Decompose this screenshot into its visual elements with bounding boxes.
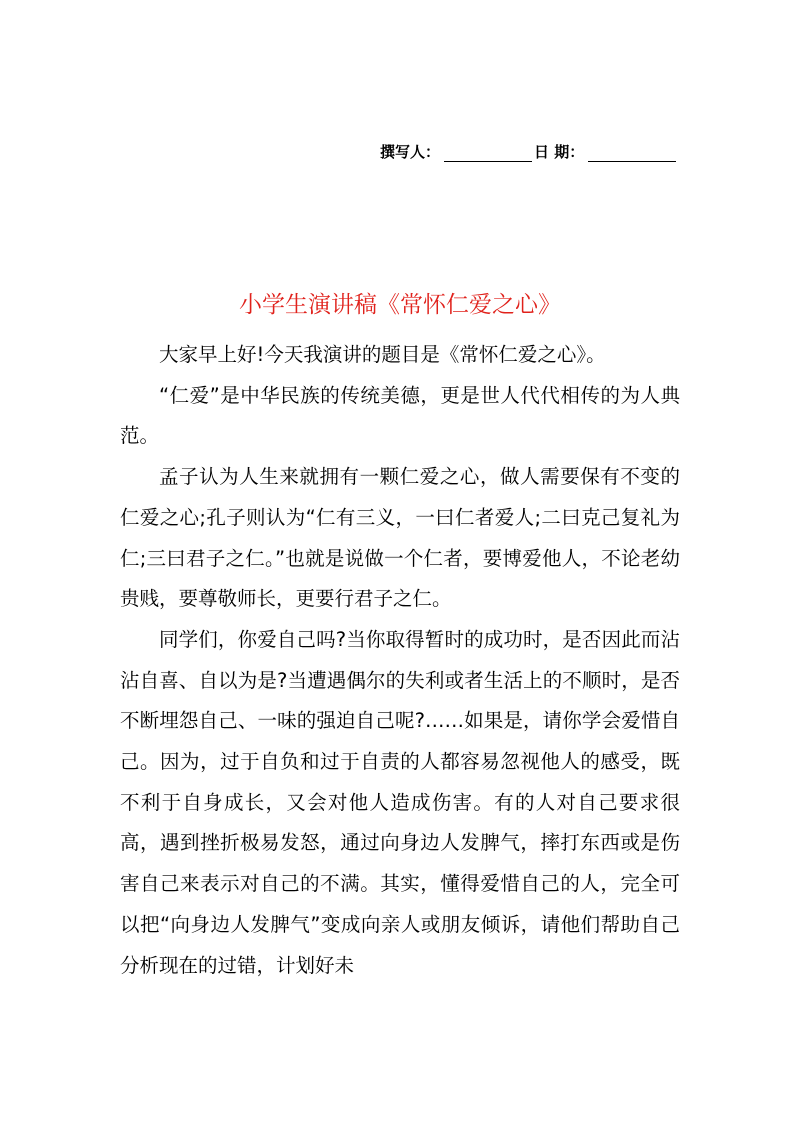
paragraph-renai-virtue: “仁爱”是中华民族的传统美德，更是世人代代相传的为人典范。 — [120, 383, 680, 448]
document-title: 小学生演讲稿《常怀仁爱之心》 — [239, 292, 561, 318]
date-blank-field[interactable] — [588, 143, 676, 162]
date-label: 日 期： — [534, 143, 585, 161]
author-date-line — [380, 138, 680, 162]
paragraph-love-yourself: 同学们，你爱自己吗?当你取得暂时的成功时，是否因此而沾沾自喜、自以为是?当遭遇偶尔的失利或者生活上的不顺时，是否不断埋怨自己、一味的强迫自己呢?……如果是，请你学会爱惜自己。因为，过于自负和过于自责的人都容易忽视他人的感受，既不利于自身成长，又会对他人造成伤害。有的人对自己要求很高，遇到挫折极易发怒，通过向身边人发脾气，摔打东西或是伤害自己来表示对自己的不满。其实，懂得爱惜自己的人，完全可以把“向身边人发脾气”变成向亲人或朋友倾诉，请他们帮助自己分析现在的过错，计划好未 — [120, 627, 680, 977]
author-blank-field[interactable] — [444, 143, 532, 162]
document-body — [120, 335, 680, 986]
paragraph-mencius-confucius: 孟子认为人生来就拥有一颗仁爱之心，做人需要保有不变的仁爱之心;孔子则认为“仁有三义，一曰仁者爱人;二曰克己复礼为仁;三曰君子之仁。”也就是说做一个仁者，要博爱他人，不论老幼贵贱，要尊敬师长，更要行君子之仁。 — [120, 465, 680, 611]
paragraph-greeting: 大家早上好!今天我演讲的题目是《常怀仁爱之心》。 — [159, 343, 606, 366]
author-label: 撰写人： — [380, 143, 441, 161]
